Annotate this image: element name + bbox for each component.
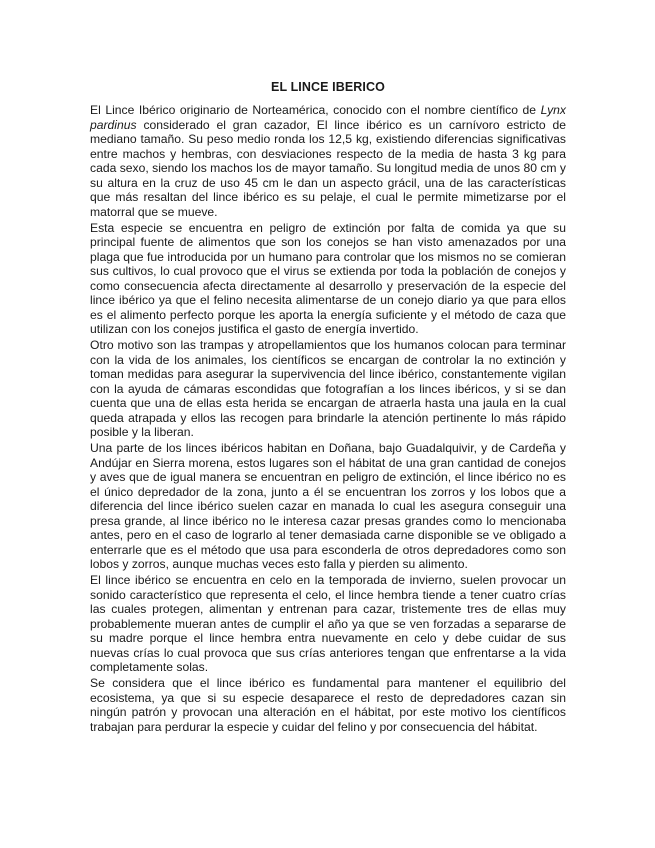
paragraph-intro-text-end: considerado el gran cazador, El lince ibérico es un carnívoro estricto de mediano tamaño. Su peso medio ronda los 12,5 kg, existiendo diferencias significativas entre machos y hembras, con desviaciones respecto de la media de hasta 3 kg para cada sexo, siendo los machos los de mayor tamaño. Su longitud media de unos 80 cm y su altura en la cruz de uso 45 cm le dan un aspecto grácil, una de las características que más resaltan del lince ibérico es su pelaje, el cual le permite mimetizarse por el matorral que se mueve. xyxy=(90,117,566,219)
paragraph-threats: Otro motivo son las trampas y atropellamientos que los humanos colocan para terminar con la vida de los animales, los científicos se encargan de controlar la no extinción y toman medidas para asegurar la supervivencia del lince ibérico, constantemente vigilan con la ayuda de cámaras escondidas que fotografían a los linces ibéricos, y si se dan cuenta que una de ellas esta herida se encargan de atraerla hasta una jaula en la cual queda atrapada y ellos las recogen para brindarle la atención pertinente lo más rápido posible y la liberan. xyxy=(90,338,566,439)
paragraph-ecosystem: Se considera que el lince ibérico es fundamental para mantener el equilibrio del ecosistema, ya que si su especie desaparece el resto de depredadores cazan sin ningún patrón y provocan una alteración en el hábitat, por este motivo los científicos trabajan para perdurar la especie y cuidar del felino y por consecuencia del hábitat. xyxy=(90,676,566,734)
paragraph-extinction: Esta especie se encuentra en peligro de extinción por falta de comida ya que su principal fuente de alimentos que son los conejos se han visto amenazados por una plaga que fue introducida por un humano para controlar que los mismos no se comieran sus cultivos, lo cual provoco que el virus se extienda por toda la población de conejos y como consecuencia afecta directamente al desarrollo y preservación de la especie del lince ibérico ya que el felino necesita alimentarse de un conejo diario ya que para ellos es el alimento perfecto porque les aporta la energía suficiente y el método de caza que utilizan con los conejos justifica el gasto de energía invertido. xyxy=(90,220,566,336)
document-body xyxy=(90,80,566,736)
paragraph-habitat: Una parte de los linces ibéricos habitan en Doñana, bajo Guadalquivir, y de Cardeña y Andújar en Sierra morena, estos lugares son el hábitat de una gran cantidad de conejos y aves que de igual manera se encuentran en peligro de extinción, el lince ibérico no es el único depredador de la zona, junto a él se encuentran los zorros y los lobos que a diferencia del lince ibérico suelen cazar en manada lo cual les asegura conseguir una presa grande, al lince ibérico no le interesa cazar presas grandes como lo mencionaba antes, pero en el caso de lograrlo al tener demasiada carne disponible se ve obligado a enterrarle que es el método que usa para esconderla de otros depredadores como son lobos y zorros, aunque muchas veces esto falla y pierden su alimento. xyxy=(90,441,566,571)
paragraph-intro-text-start: El Lince Ibérico originario de Norteamérica, conocido con el nombre científico de xyxy=(90,103,541,117)
page-title: EL LINCE IBERICO xyxy=(271,80,385,94)
paragraph-reproduction: El lince ibérico se encuentra en celo en la temporada de invierno, suelen provocar un sonido característico que representa el celo, el lince hembra tiende a tener cuatro crías las cuales protegen, alimentan y entrenan para cazar, tristemente tres de ellas muy probablemente mueran antes de cumplir el año ya que se ven forzadas a separarse de su madre porque el lince hembra entra nuevamente en celo y debe cuidar de sus nuevas crías lo cual provoca que sus crías anteriores tengan que enfrentarse a la vida completamente solas. xyxy=(90,573,566,674)
scientific-name: Lynx pardinus xyxy=(90,103,566,132)
paragraph-intro xyxy=(90,103,566,219)
